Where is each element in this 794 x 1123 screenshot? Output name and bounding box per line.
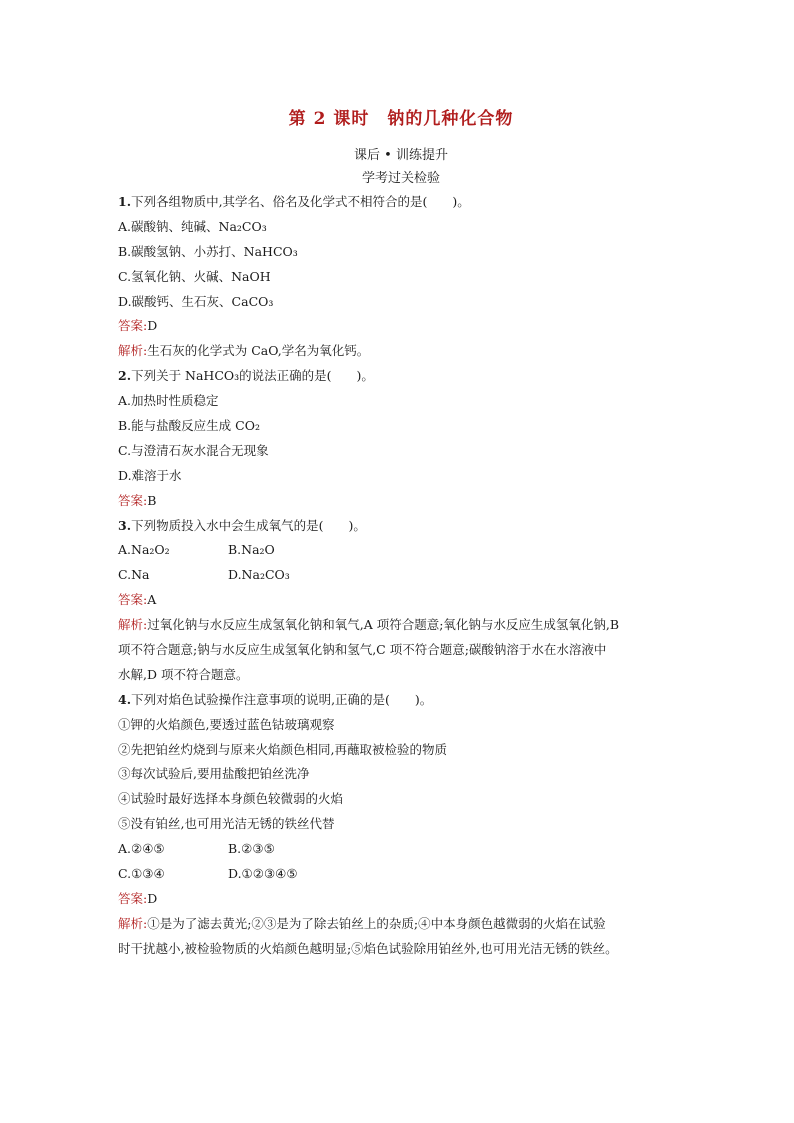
answer-value: D [147, 318, 158, 334]
answer-line [118, 588, 684, 613]
option-c: C.与澄清石灰水混合无现象 [118, 442, 269, 458]
question-number: 3. [118, 517, 132, 533]
option-c: C.①③④ [118, 866, 165, 882]
answer-line [118, 314, 684, 339]
answer-line [118, 887, 684, 912]
answer-label: 答案: [118, 592, 148, 608]
option-b: B.Na₂O [228, 542, 275, 558]
option-d: D.①②③④⑤ [228, 866, 298, 882]
option-a: A.碳酸钠、纯碱、Na₂CO₃ [118, 218, 267, 234]
option-d: D.碳酸钙、生石灰、CaCO₃ [118, 293, 274, 309]
analysis-text: 时干扰越小,被检验物质的火焰颜色越明显;⑤焰色试验除用铂丝外,也可用光洁无锈的铁丝。 [118, 940, 618, 956]
analysis-label: 解析: [118, 343, 148, 359]
options-row [118, 837, 684, 862]
answer-label: 答案: [118, 890, 148, 906]
option-b: B.②③⑤ [228, 841, 275, 857]
question-stem [118, 688, 684, 713]
option-d: D.难溶于水 [118, 467, 182, 483]
analysis-line [118, 339, 684, 364]
page-title: 第 2 课时 钠的几种化合物 [288, 109, 514, 129]
analysis-line [118, 613, 684, 638]
question-text: 下列各组物质中,其学名、俗名及化学式不相符合的是( )。 [131, 194, 470, 209]
question-list [118, 190, 684, 962]
options-row [118, 862, 684, 887]
analysis-text: ①是为了滤去黄光;②③是为了除去铂丝上的杂质;④中本身颜色越微弱的火焰在试验 [147, 915, 606, 931]
statement-item: ③每次试验后,要用盐酸把铂丝洗净 [118, 766, 310, 782]
analysis-text: 生石灰的化学式为 CaO,学名为氧化钙。 [147, 343, 370, 359]
options-row [118, 563, 684, 588]
analysis-label: 解析: [118, 915, 148, 931]
question-number: 4. [118, 691, 132, 707]
options-row [118, 538, 684, 563]
question-stem [118, 364, 684, 389]
answer-value: D [147, 890, 158, 906]
option-a: A.Na₂O₂ [118, 542, 170, 558]
option-b: B.能与盐酸反应生成 CO₂ [118, 418, 260, 434]
analysis-label: 解析: [118, 617, 148, 633]
question-number: 1. [118, 194, 132, 209]
option-c: C.Na [118, 567, 150, 583]
option-a: A.加热时性质稳定 [118, 393, 219, 409]
analysis-text: 水解,D 项不符合题意。 [118, 666, 249, 682]
option-d: D.Na₂CO₃ [228, 567, 290, 583]
question-stem [118, 190, 684, 215]
question-text: 下列关于 NaHCO₃的说法正确的是( )。 [131, 368, 374, 384]
answer-line [118, 489, 684, 514]
statement-item: ①钾的火焰颜色,要透过蓝色钴玻璃观察 [118, 716, 335, 732]
option-c: C.氢氧化钠、火碱、NaOH [118, 268, 271, 284]
question-stem [118, 514, 684, 539]
option-b: B.碳酸氢钠、小苏打、NaHCO₃ [118, 243, 298, 259]
analysis-text: 过氧化钠与水反应生成氢氧化钠和氧气,A 项符合题意;氧化钠与水反应生成氢氧化钠,B [147, 617, 620, 633]
question-number: 2. [118, 368, 132, 384]
section-heading: 学考过关检验 [361, 171, 440, 186]
analysis-line [118, 912, 684, 937]
answer-value: A [147, 592, 157, 608]
answer-value: B [147, 492, 157, 508]
option-a: A.②④⑤ [118, 841, 165, 857]
question-text: 下列物质投入水中会生成氧气的是( )。 [131, 517, 366, 533]
analysis-text: 项不符合题意;钠与水反应生成氢氧化钠和氢气,C 项不符合题意;碳酸钠溶于水在水溶液中 [118, 642, 607, 658]
statement-item: ④试验时最好选择本身颜色较微弱的火焰 [118, 791, 344, 807]
statement-item: ②先把铂丝灼烧到与原来火焰颜色相同,再蘸取被检验的物质 [118, 741, 447, 757]
answer-label: 答案: [118, 492, 148, 508]
statement-item: ⑤没有铂丝,也可用光洁无锈的铁丝代替 [118, 816, 335, 832]
question-text: 下列对焰色试验操作注意事项的说明,正确的是( )。 [131, 691, 433, 707]
answer-label: 答案: [118, 318, 148, 334]
page-subtitle: 课后 • 训练提升 [354, 148, 448, 163]
